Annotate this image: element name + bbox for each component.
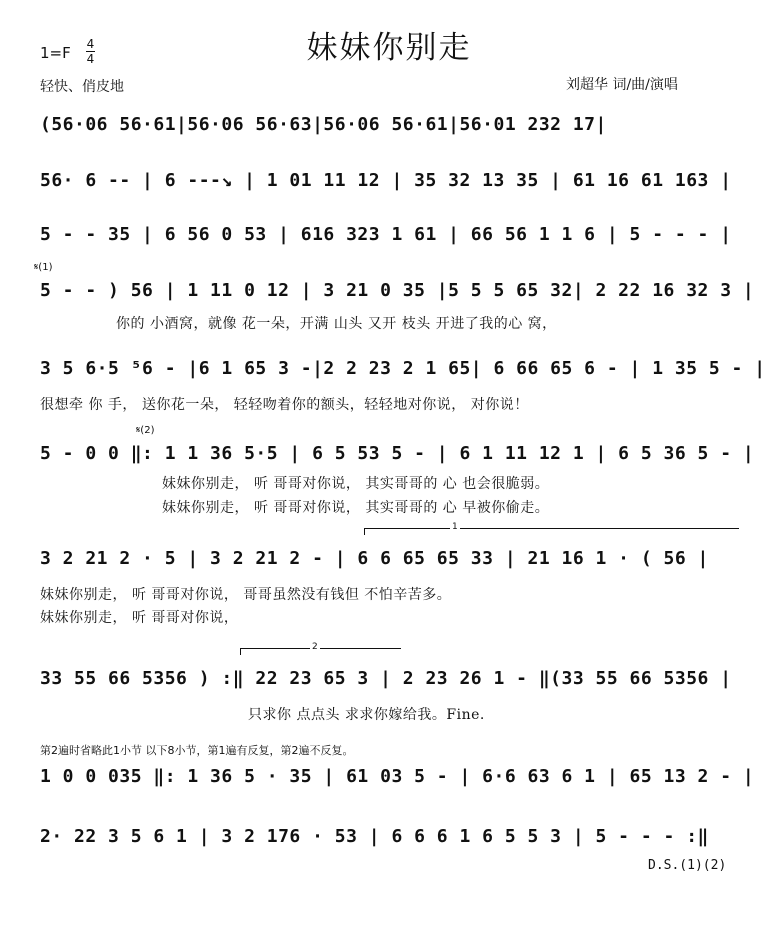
lyric-line-4: 你的 小酒窝，就像 花一朵，开满 山头 又开 枝头 开进了我的心 窝， [116,316,557,332]
score-line-6: 5 - 0 0 ‖: 1 1 36 5·5 | 6 5 53 5 - | 6 1 11 12 1 | 6 5 36 5 - | [40,443,755,464]
volta-bracket-1 [364,528,739,535]
song-title: 妹妹你别走 [306,30,472,66]
segno-mark-2: 𝄋(2) [136,425,155,436]
lyric-line-7b: 妹妹你别走， 听 哥哥对你说， [40,610,239,626]
performance-note: 第2遍时省略此1小节 以下8小节，第1遍有反复，第2遍不反复。 [40,744,354,757]
lyric-line-8: 只求你 点点头 求求你嫁给我。Fine. [248,707,485,723]
volta-label-2: 2 [312,642,318,652]
score-line-8: 33 55 66 5356 ) :‖ 22 23 65 3 | 2 23 26 1 - ‖(33 55 66 5356 | [40,668,732,689]
key-signature: 1=F [40,44,71,62]
score-line-1: (56·06 56·61|56·06 56·63|56·06 56·61|56·01 232 17| [40,114,607,135]
lyric-line-6a: 妹妹你别走， 听 哥哥对你说， 其实哥哥的 心 也会很脆弱。 [162,476,550,492]
score-line-5: 3 5 6·5 ⁵6 - |6 1 65 3 -|2 2 23 2 1 65| 6 66 65 6 - | 1 35 5 - | [40,358,766,379]
segno-mark-1: 𝄋(1) [34,262,53,273]
dal-segno-marking: D.S.(1)(2) [648,858,727,873]
score-line-10: 2· 22 3 5 6 1 | 3 2 176 · 53 | 6 6 6 1 6 5 5 3 | 5 - - - :‖ [40,826,709,847]
score-line-2: 56· 6 -- | 6 ---↘ | 1 01 11 12 | 35 32 13 35 | 61 16 61 163 | [40,170,732,191]
score-line-9: 1 0 0 035 ‖: 1 36 5 · 35 | 61 03 5 - | 6·6 63 6 1 | 65 13 2 - | [40,766,755,787]
score-line-3: 5 - - 35 | 6 56 0 53 | 616 323 1 61 | 66 56 1 1 6 | 5 - - - | [40,224,732,245]
score-line-4: 5 - - ) 56 | 1 11 0 12 | 3 21 0 35 |5 5 5 65 32| 2 22 16 32 3 | [40,280,755,301]
volta-bracket-2 [240,648,401,655]
volta-label-1: 1 [452,522,458,532]
tempo-marking: 轻快、俏皮地 [40,79,124,95]
lyric-line-5: 很想牵 你 手， 送你花一朵， 轻轻吻着你的额头，轻轻地对你说， 对你说！ [40,397,529,413]
score-line-7: 3 2 21 2 · 5 | 3 2 21 2 - | 6 6 65 65 33 | 21 16 1 · ( 56 | [40,548,709,569]
credit-line: 刘超华 词/曲/演唱 [566,77,678,93]
time-signature [86,38,95,65]
time-signature-top: 4 [86,37,95,51]
time-signature-bottom: 4 [86,52,95,66]
lyric-line-6b: 妹妹你别走， 听 哥哥对你说， 其实哥哥的 心 早被你偷走。 [162,500,550,516]
lyric-line-7a: 妹妹你别走， 听 哥哥对你说， 哥哥虽然没有钱但 不怕辛苦多。 [40,587,452,603]
